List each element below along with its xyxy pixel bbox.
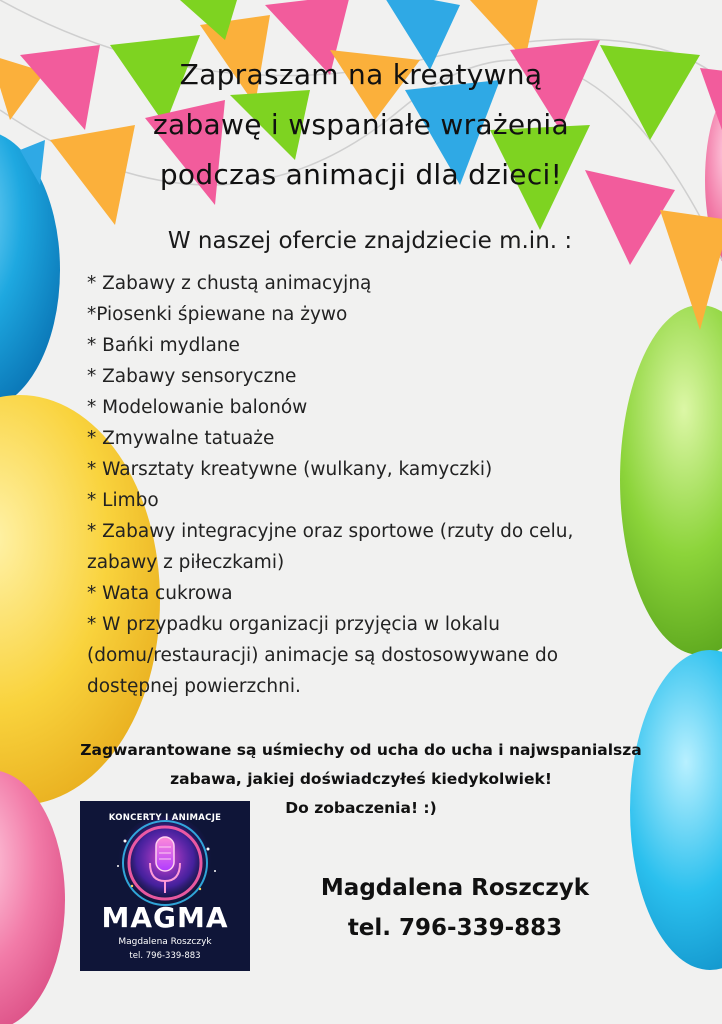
headline-line: podczas animacji dla dzieci! <box>159 158 563 191</box>
offer-item: * Limbo <box>87 490 159 511</box>
offer-item: * Bańki mydlane <box>87 335 240 356</box>
headline-line: Zapraszam na kreatywną <box>179 58 543 91</box>
offer-item: zabawy z piłeczkami) <box>87 552 285 573</box>
offer-item: * Zabawy z chustą animacyjną <box>87 273 372 294</box>
logo-tagline: KONCERTY I ANIMACJE <box>108 813 222 823</box>
closing-line: Zagwarantowane są uśmiechy od ucha do ucha i najwspanialsza <box>80 741 642 759</box>
magma-logo <box>80 801 250 971</box>
offer-title: W naszej ofercie znajdziecie m.in. : <box>167 228 573 254</box>
offer-item: * Zabawy sensoryczne <box>87 366 297 387</box>
contact-name: Magdalena Roszczyk <box>320 875 590 901</box>
headline-line: zabawę i wspaniałe wrażenia <box>153 108 569 141</box>
contact-block <box>290 868 620 948</box>
offer-list <box>87 268 647 702</box>
logo-owner-name: Magdalena Roszczyk <box>118 937 212 947</box>
offer-item: *Piosenki śpiewane na żywo <box>87 304 348 325</box>
offer-item: (domu/restauracji) animacje są dostosowywane do <box>87 645 559 666</box>
logo-brand: MAGMA <box>101 901 229 934</box>
logo-phone: tel. 796-339-883 <box>129 951 201 961</box>
headline <box>60 50 662 200</box>
offer-item: dostępnej powierzchni. <box>87 676 301 697</box>
offer-item: * Modelowanie balonów <box>87 397 308 418</box>
offer-item: * Wata cukrowa <box>87 583 233 604</box>
offer-item: * Warsztaty kreatywne (wulkany, kamyczki) <box>87 459 493 480</box>
contact-phone: tel. 796-339-883 <box>347 915 563 941</box>
offer-item: * Zmywalne tatuaże <box>87 428 275 449</box>
balloon-left-blue <box>0 130 60 410</box>
closing-line: Do zobaczenia! :) <box>285 799 437 817</box>
offer-item: * Zabawy integracyjne oraz sportowe (rzuty do celu, <box>87 521 574 542</box>
offer-item: * W przypadku organizacji przyjęcia w lokalu <box>87 614 500 635</box>
closing-line: zabawa, jakiej doświadczyłeś kiedykolwiek! <box>170 770 552 788</box>
